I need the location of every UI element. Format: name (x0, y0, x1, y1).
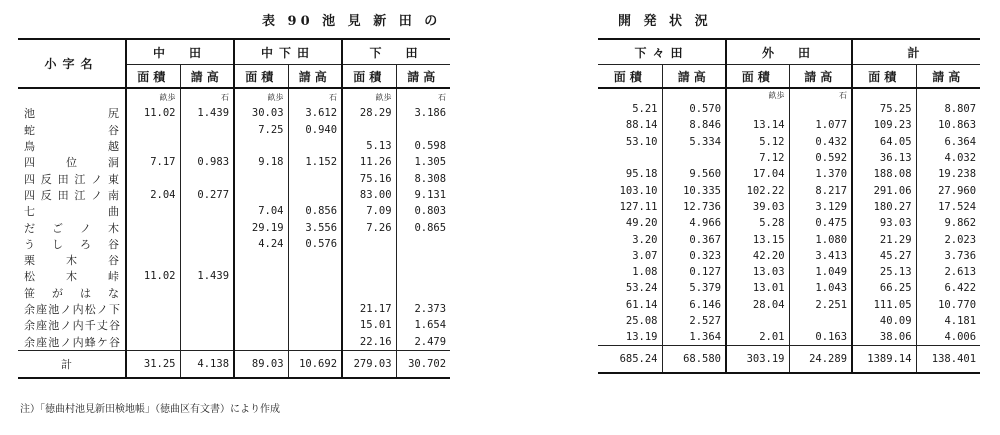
value-cell (342, 122, 396, 138)
value-cell: 291.06 (852, 182, 916, 198)
value-cell: 28.04 (726, 297, 789, 313)
value-cell: 4.006 (916, 329, 980, 346)
value-cell: 0.475 (789, 215, 852, 231)
value-cell: 9.18 (234, 154, 288, 170)
place-name: 鳥 越 (24, 140, 119, 154)
value-cell (126, 203, 180, 219)
value-cell: 7.25 (234, 122, 288, 138)
value-cell: 40.09 (852, 313, 916, 329)
value-cell: 95.18 (625, 168, 658, 181)
group-header: 下々田 (598, 39, 726, 65)
value-cell: 8.217 (789, 182, 852, 198)
value-cell: 5.12 (726, 134, 789, 150)
value-cell: 2.373 (396, 301, 450, 317)
value-cell: 0.598 (396, 138, 450, 154)
value-cell: 5.28 (726, 215, 789, 231)
value-cell (234, 170, 288, 186)
table-right (598, 38, 980, 374)
unit-area: 畝歩 (342, 88, 396, 105)
value-cell: 0.592 (789, 150, 852, 166)
value-cell: 7.17 (126, 154, 180, 170)
place-name: 池 尻 (24, 107, 119, 121)
value-cell: 111.05 (852, 297, 916, 313)
value-cell: 93.03 (852, 215, 916, 231)
value-cell: 102.22 (726, 182, 789, 198)
table-row (598, 231, 980, 247)
value-cell: 2.527 (662, 313, 726, 329)
unit-yield (662, 88, 726, 101)
value-cell (288, 301, 342, 317)
value-cell (126, 170, 180, 186)
value-cell: 3.129 (789, 199, 852, 215)
value-cell: 0.432 (789, 134, 852, 150)
value-cell: 6.364 (916, 134, 980, 150)
table-row (18, 154, 450, 170)
total-row (18, 350, 450, 378)
value-cell: 4.24 (234, 236, 288, 252)
value-cell (180, 203, 234, 219)
value-cell: 28.29 (342, 105, 396, 121)
value-cell (234, 333, 288, 350)
value-cell (234, 317, 288, 333)
unit-spacer (18, 88, 126, 105)
place-name: 栗 木 谷 (24, 254, 119, 268)
value-cell: 3.07 (632, 249, 658, 262)
value-cell: 0.127 (662, 264, 726, 280)
value-cell (288, 333, 342, 350)
value-cell: 1389.14 (852, 346, 916, 374)
value-cell (288, 252, 342, 268)
value-cell (396, 268, 450, 284)
place-name: 四反田江ノ東 (24, 172, 119, 186)
value-cell: 0.576 (288, 236, 342, 252)
table-row (18, 268, 450, 284)
value-cell: 27.960 (916, 182, 980, 198)
value-cell (396, 285, 450, 301)
value-cell (126, 122, 180, 138)
value-cell: 5.334 (662, 134, 726, 150)
group-header: 計 (852, 39, 980, 65)
value-cell (288, 170, 342, 186)
value-cell: 3.736 (916, 248, 980, 264)
value-cell: 3.612 (288, 105, 342, 121)
value-cell: 75.16 (342, 170, 396, 186)
value-cell: 66.25 (852, 280, 916, 296)
value-cell: 1.364 (662, 329, 726, 346)
value-cell: 21.29 (852, 231, 916, 247)
value-cell: 11.02 (126, 268, 180, 284)
value-cell (180, 317, 234, 333)
value-cell (126, 333, 180, 350)
value-cell: 0.983 (180, 154, 234, 170)
area-header: 面積 (342, 65, 396, 89)
value-cell: 2.251 (789, 297, 852, 313)
value-cell: 2.479 (396, 333, 450, 350)
value-cell: 24.289 (789, 346, 852, 374)
value-cell (342, 252, 396, 268)
table-row (598, 329, 980, 346)
unit-yield: 石 (180, 88, 234, 105)
value-cell (288, 317, 342, 333)
value-cell (288, 285, 342, 301)
group-header: 下 田 (342, 39, 450, 65)
value-cell: 39.03 (726, 199, 789, 215)
table-row (18, 170, 450, 186)
value-cell: 31.25 (126, 350, 180, 378)
table-title-left: 表 90 池 見 新 田 の (262, 14, 442, 29)
value-cell: 53.24 (625, 282, 658, 295)
table-row (598, 297, 980, 313)
table-row (18, 333, 450, 350)
value-cell: 36.13 (852, 150, 916, 166)
value-cell: 5.13 (342, 138, 396, 154)
value-cell: 103.10 (619, 184, 658, 197)
value-cell: 0.367 (662, 231, 726, 247)
value-cell: 13.19 (625, 331, 658, 344)
value-cell (180, 333, 234, 350)
value-cell: 9.862 (916, 215, 980, 231)
value-cell (126, 285, 180, 301)
value-cell: 30.03 (234, 105, 288, 121)
value-cell: 2.01 (726, 329, 789, 346)
area-header: 面積 (234, 65, 288, 89)
table-row (18, 105, 450, 121)
value-cell: 127.11 (619, 200, 658, 213)
value-cell: 53.10 (625, 135, 658, 148)
value-cell: 0.865 (396, 219, 450, 235)
value-cell: 10.692 (288, 350, 342, 378)
value-cell: 4.032 (916, 150, 980, 166)
value-cell (288, 268, 342, 284)
value-cell: 12.736 (662, 199, 726, 215)
value-cell: 11.02 (126, 105, 180, 121)
value-cell: 22.16 (342, 333, 396, 350)
place-name: 余座池ノ内松ノ下 (24, 303, 119, 316)
table-row (598, 182, 980, 198)
place-name: 四反田江ノ南 (24, 188, 119, 202)
unit-area: 畝歩 (726, 88, 789, 101)
value-cell (342, 285, 396, 301)
value-cell: 8.846 (662, 117, 726, 133)
value-cell: 1.439 (180, 105, 234, 121)
value-cell: 13.01 (726, 280, 789, 296)
value-cell: 75.25 (852, 101, 916, 117)
table-row (18, 219, 450, 235)
value-cell: 2.04 (126, 187, 180, 203)
value-cell: 21.17 (342, 301, 396, 317)
table-title-right: 開 発 状 況 (618, 14, 712, 29)
place-name: 計 (18, 350, 126, 378)
value-cell: 5.379 (662, 280, 726, 296)
table-row (598, 280, 980, 296)
value-cell (342, 268, 396, 284)
value-cell: 1.08 (632, 266, 658, 279)
place-header: 小字名 (18, 39, 126, 88)
value-cell: 7.26 (342, 219, 396, 235)
table-row (18, 317, 450, 333)
value-cell (234, 268, 288, 284)
yield-header: 請高 (916, 65, 980, 89)
value-cell: 7.09 (342, 203, 396, 219)
value-cell: 2.613 (916, 264, 980, 280)
table-row (598, 313, 980, 329)
unit-area (598, 88, 662, 101)
value-cell: 10.863 (916, 117, 980, 133)
value-cell (234, 138, 288, 154)
value-cell (342, 236, 396, 252)
value-cell (288, 187, 342, 203)
value-cell (396, 252, 450, 268)
value-cell: 17.04 (726, 166, 789, 182)
table-row (18, 122, 450, 138)
value-cell: 4.966 (662, 215, 726, 231)
value-cell (234, 301, 288, 317)
table-row (598, 150, 980, 166)
value-cell: 4.181 (916, 313, 980, 329)
value-cell: 1.654 (396, 317, 450, 333)
value-cell: 64.05 (852, 134, 916, 150)
place-name: 松 木 峠 (24, 270, 119, 284)
value-cell: 13.14 (726, 117, 789, 133)
value-cell: 8.308 (396, 170, 450, 186)
value-cell: 3.413 (789, 248, 852, 264)
place-name: 余座池ノ内千丈谷 (24, 319, 119, 333)
value-cell: 4.138 (180, 350, 234, 378)
value-cell (234, 285, 288, 301)
value-cell: 3.186 (396, 105, 450, 121)
value-cell (126, 252, 180, 268)
value-cell: 188.08 (852, 166, 916, 182)
value-cell (288, 138, 342, 154)
value-cell: 19.238 (916, 166, 980, 182)
value-cell: 17.524 (916, 199, 980, 215)
value-cell: 10.770 (916, 297, 980, 313)
total-row (598, 346, 980, 374)
unit-yield: 石 (789, 88, 852, 101)
value-cell: 3.20 (632, 233, 658, 246)
value-cell: 0.277 (180, 187, 234, 203)
value-cell (126, 236, 180, 252)
group-header: 中 田 (126, 39, 234, 65)
table-row (18, 285, 450, 301)
value-cell (234, 187, 288, 203)
value-cell: 2.023 (916, 231, 980, 247)
value-cell: 1.077 (789, 117, 852, 133)
value-cell: 5.21 (632, 103, 658, 116)
unit-area: 畝歩 (126, 88, 180, 105)
source-note: 注）「徳曲村池見新田検地帳」（徳曲区有文書）により作成 (20, 404, 280, 415)
value-cell (789, 313, 852, 329)
place-name: 四 位 洞 (24, 156, 119, 170)
value-cell: 38.06 (852, 329, 916, 346)
value-cell: 6.422 (916, 280, 980, 296)
value-cell: 61.14 (625, 298, 658, 311)
value-cell (180, 252, 234, 268)
value-cell: 13.15 (726, 231, 789, 247)
value-cell: 1.080 (789, 231, 852, 247)
value-cell: 1.305 (396, 154, 450, 170)
value-cell: 8.807 (916, 101, 980, 117)
value-cell: 0.163 (789, 329, 852, 346)
value-cell: 1.049 (789, 264, 852, 280)
unit-area: 畝歩 (234, 88, 288, 105)
value-cell (126, 317, 180, 333)
area-header: 面積 (613, 69, 646, 84)
table-row (18, 236, 450, 252)
value-cell: 30.702 (396, 350, 450, 378)
table-left (18, 38, 450, 379)
value-cell: 0.940 (288, 122, 342, 138)
value-cell: 0.856 (288, 203, 342, 219)
table-row (18, 138, 450, 154)
unit-yield (916, 88, 980, 101)
yield-header: 請高 (180, 65, 234, 89)
value-cell: 9.131 (396, 187, 450, 203)
value-cell (789, 101, 852, 117)
value-cell: 1.370 (789, 166, 852, 182)
area-header: 面積 (726, 65, 789, 89)
table-row (598, 134, 980, 150)
value-cell: 88.14 (625, 119, 658, 132)
value-cell: 49.20 (625, 217, 658, 230)
value-cell: 1.043 (789, 280, 852, 296)
value-cell: 9.560 (662, 166, 726, 182)
value-cell: 15.01 (342, 317, 396, 333)
value-cell: 29.19 (234, 219, 288, 235)
value-cell: 1.152 (288, 154, 342, 170)
value-cell: 7.12 (726, 150, 789, 166)
value-cell (180, 301, 234, 317)
value-cell: 45.27 (852, 248, 916, 264)
yield-header: 請高 (288, 65, 342, 89)
table-row (598, 248, 980, 264)
value-cell (598, 150, 662, 166)
value-cell: 0.570 (662, 101, 726, 117)
value-cell: 109.23 (852, 117, 916, 133)
place-name: 蛇 谷 (24, 123, 119, 137)
value-cell (126, 138, 180, 154)
value-cell: 303.19 (726, 346, 789, 374)
value-cell (396, 236, 450, 252)
value-cell (180, 122, 234, 138)
yield-header: 請高 (662, 65, 726, 89)
table-row (598, 264, 980, 280)
value-cell: 180.27 (852, 199, 916, 215)
value-cell (180, 138, 234, 154)
area-header: 面積 (852, 65, 916, 89)
value-cell (726, 313, 789, 329)
place-name: だごノ木 (24, 221, 119, 235)
value-cell (180, 219, 234, 235)
place-name: 笹がはな (24, 286, 119, 300)
table-row (18, 187, 450, 203)
value-cell: 1.439 (180, 268, 234, 284)
table-row (598, 166, 980, 182)
table-row (598, 215, 980, 231)
value-cell: 83.00 (342, 187, 396, 203)
value-cell: 89.03 (234, 350, 288, 378)
value-cell: 138.401 (916, 346, 980, 374)
table-row (598, 117, 980, 133)
unit-yield: 石 (396, 88, 450, 105)
value-cell: 11.26 (342, 154, 396, 170)
area-header: 面積 (126, 65, 180, 89)
value-cell: 685.24 (598, 346, 662, 374)
value-cell: 13.03 (726, 264, 789, 280)
value-cell (396, 122, 450, 138)
value-cell (662, 150, 726, 166)
yield-header: 請高 (789, 65, 852, 89)
table-row (18, 252, 450, 268)
value-cell: 0.323 (662, 248, 726, 264)
place-name: 余座池ノ内蜂ケ谷 (24, 335, 119, 349)
place-name: うしろ谷 (24, 237, 119, 251)
value-cell: 10.335 (662, 182, 726, 198)
value-cell: 0.803 (396, 203, 450, 219)
value-cell (180, 170, 234, 186)
value-cell (726, 101, 789, 117)
value-cell: 3.556 (288, 219, 342, 235)
value-cell (180, 285, 234, 301)
table-row (18, 203, 450, 219)
unit-yield: 石 (288, 88, 342, 105)
value-cell: 25.08 (625, 315, 658, 327)
table-row (18, 301, 450, 317)
value-cell: 7.04 (234, 203, 288, 219)
unit-area (852, 88, 916, 101)
value-cell (126, 219, 180, 235)
group-header: 外 田 (726, 39, 852, 65)
value-cell (126, 301, 180, 317)
table-row (598, 101, 980, 117)
value-cell: 25.13 (852, 264, 916, 280)
table-row (598, 199, 980, 215)
value-cell: 6.146 (662, 297, 726, 313)
value-cell: 68.580 (662, 346, 726, 374)
place-name: 七 曲 (24, 205, 119, 219)
value-cell: 42.20 (726, 248, 789, 264)
value-cell: 279.03 (342, 350, 396, 378)
value-cell (180, 236, 234, 252)
group-header: 中下田 (234, 39, 342, 65)
yield-header: 請高 (396, 65, 450, 89)
value-cell (234, 252, 288, 268)
